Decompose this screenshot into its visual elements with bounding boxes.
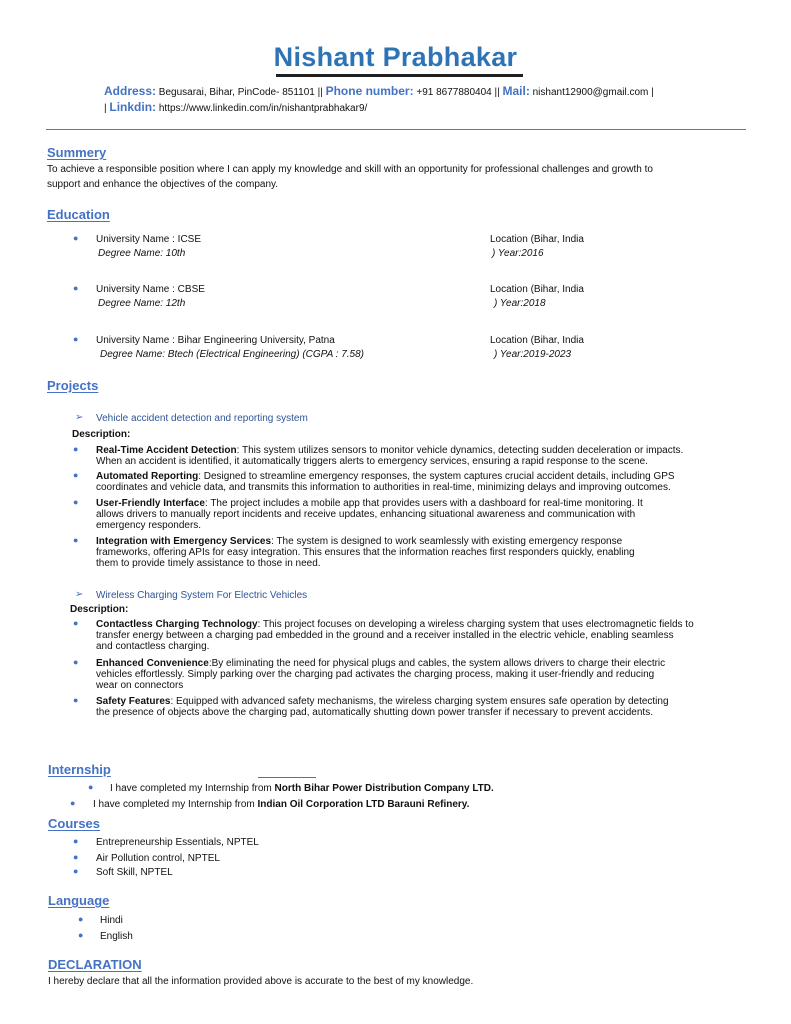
point-text: frameworks, offering APIs for easy integration. This ensures that the information reaches first responders quickly, enabling xyxy=(96,547,635,558)
internship-company: North Bihar Power Distribution Company LTD. xyxy=(274,783,494,794)
education-year: ) Year:2016 xyxy=(492,248,544,259)
project-title: Wireless Charging System For Electric Vehicles xyxy=(96,590,308,601)
language-item: Hindi xyxy=(100,915,123,926)
declaration-heading: DECLARATION xyxy=(48,957,142,972)
bullet-icon: ● xyxy=(73,233,79,243)
point-text: :By eliminating the need for physical plugs and cables, the system allows drivers to charge their electric xyxy=(208,658,666,669)
project-point xyxy=(96,658,746,691)
point-text: : Equipped with advanced safety mechanisms, the wireless charging system ensures safe operation by detecting xyxy=(170,696,669,707)
point-text: : This project focuses on developing a wireless charging system that uses electromagnetic fields to xyxy=(257,619,694,630)
point-text: wear on connectors xyxy=(96,680,184,691)
education-location: Location (Bihar, India xyxy=(490,335,584,346)
project-point xyxy=(96,536,746,569)
description-label: Description: xyxy=(72,429,131,440)
bullet-icon: ● xyxy=(73,535,79,545)
point-text: When an accident is identified, it automatically triggers alerts to emergency services, ensuring a rapid response to the scene. xyxy=(96,456,648,467)
projects-heading: Projects xyxy=(47,378,99,393)
candidate-name: Nishant Prabhakar xyxy=(273,42,518,72)
point-label: Safety Features xyxy=(96,696,171,707)
internship-item xyxy=(93,799,469,810)
bullet-icon: ● xyxy=(73,444,79,454)
education-location: Location (Bihar, India xyxy=(490,284,584,295)
point-text: emergency responders. xyxy=(96,520,202,531)
language-item: English xyxy=(100,931,133,942)
course-item: Soft Skill, NPTEL xyxy=(96,867,173,878)
point-text: : This system utilizes sensors to monitor vehicle dynamics, detecting sudden deceleration or impacts. xyxy=(236,445,684,456)
language-heading: Language xyxy=(48,893,110,908)
name-underline xyxy=(276,74,523,77)
education-heading: Education xyxy=(47,207,110,222)
project-point xyxy=(96,619,746,652)
point-text: : The project includes a mobile app that provides users with a dashboard for real-time monitoring. It xyxy=(204,498,643,509)
education-degree: Degree Name: Btech (Electrical Engineering) (CGPA : 7.58) xyxy=(100,349,364,360)
linkdin-prefix: | xyxy=(104,103,110,114)
education-university: University Name : CBSE xyxy=(96,284,205,295)
education-degree: Degree Name: 10th xyxy=(98,248,186,259)
header-divider xyxy=(46,129,746,130)
project-point xyxy=(96,498,746,531)
arrow-right-icon: ➢ xyxy=(75,412,84,423)
point-label: Real-Time Accident Detection xyxy=(96,445,237,456)
mail-value[interactable]: nishant12900@gmail.com | xyxy=(529,87,654,98)
bullet-icon: ● xyxy=(78,930,84,940)
internship-heading: Internship xyxy=(48,762,111,777)
bullet-icon: ● xyxy=(73,695,79,705)
address-value: Begusarai, Bihar, PinCode- 851101 || xyxy=(156,87,326,98)
summary-line: support and enhance the objectives of the company. xyxy=(47,179,279,190)
education-year: ) Year:2018 xyxy=(494,298,546,309)
point-text: : Designed to streamline emergency responses, the system captures crucial accident details, including GPS xyxy=(198,471,675,482)
linkdin-label: Linkdin: xyxy=(109,100,157,114)
point-text: them to provide timely assistance to those in need. xyxy=(96,558,321,569)
bullet-icon: ● xyxy=(73,657,79,667)
point-label: Automated Reporting xyxy=(96,471,199,482)
bullet-icon: ● xyxy=(88,782,94,792)
point-text: allows drivers to manually report incidents and receive updates, enhancing situational awareness and communication with xyxy=(96,509,636,520)
bullet-icon: ● xyxy=(73,283,79,293)
bullet-icon: ● xyxy=(70,798,76,808)
point-text: the presence of objects above the charging pad, automatically shutting down power transfer if necessary to prevent accidents. xyxy=(96,707,653,718)
declaration-text: I hereby declare that all the information provided above is accurate to the best of my knowledge. xyxy=(48,976,474,987)
bullet-icon: ● xyxy=(73,852,79,862)
courses-heading: Courses xyxy=(48,816,101,831)
project-point xyxy=(96,696,746,718)
education-university: University Name : ICSE xyxy=(96,234,202,245)
bullet-icon: ● xyxy=(73,470,79,480)
description-label: Description: xyxy=(70,604,129,615)
linkdin-value[interactable]: https://www.linkedin.com/in/nishantprabhakar9/ xyxy=(156,103,368,114)
point-label: Contactless Charging Technology xyxy=(96,619,258,630)
project-point xyxy=(96,471,746,493)
phone-value: +91 8677880404 || xyxy=(413,87,503,98)
bullet-icon: ● xyxy=(73,334,79,344)
internship-item xyxy=(110,783,494,794)
internship-prefix: I have completed my Internship from xyxy=(93,799,258,810)
education-university: University Name : Bihar Engineering University, Patna xyxy=(96,335,335,346)
project-title: Vehicle accident detection and reporting system xyxy=(96,413,308,424)
mail-label: Mail: xyxy=(502,84,530,98)
address-label: Address: xyxy=(104,84,157,98)
point-text: transfer energy between a charging pad embedded in the ground and a receiver installed in the electric vehicle, enabling seamless xyxy=(96,630,674,641)
summary-heading: Summery xyxy=(47,145,107,160)
internship-prefix: I have completed my Internship from xyxy=(110,783,275,794)
bullet-icon: ● xyxy=(73,497,79,507)
arrow-right-icon: ➢ xyxy=(75,589,84,600)
point-text: vehicles effortlessly. Simply parking over the charging pad activates the charging process, making it user-friendly and reducing xyxy=(96,669,655,680)
course-item: Entrepreneurship Essentials, NPTEL xyxy=(96,837,259,848)
bullet-icon: ● xyxy=(73,618,79,628)
point-label: Enhanced Convenience xyxy=(96,658,209,669)
point-label: Integration with Emergency Services xyxy=(96,536,272,547)
course-item: Air Pollution control, NPTEL xyxy=(96,853,220,864)
decorative-underline xyxy=(258,777,316,778)
point-text: : The system is designed to work seamlessly with existing emergency response xyxy=(271,536,623,547)
phone-label: Phone number: xyxy=(325,84,414,98)
project-point xyxy=(96,445,746,467)
contact-info xyxy=(104,84,724,116)
bullet-icon: ● xyxy=(73,836,79,846)
bullet-icon: ● xyxy=(78,914,84,924)
bullet-icon: ● xyxy=(73,866,79,876)
point-label: User-Friendly Interface xyxy=(96,498,205,509)
point-text: and contactless charging. xyxy=(96,641,210,652)
summary-text xyxy=(47,162,747,192)
point-text: coordinates and vehicle data, and transmits this information to authorities in real-time, minimizing delays and improving outcomes. xyxy=(96,482,671,493)
education-degree: Degree Name: 12th xyxy=(98,298,186,309)
education-location: Location (Bihar, India xyxy=(490,234,584,245)
summary-line: To achieve a responsible position where I can apply my knowledge and skill with an opportunity for professional challenges and growth to xyxy=(47,164,653,175)
internship-company: Indian Oil Corporation LTD Barauni Refinery. xyxy=(257,799,470,810)
education-year: ) Year:2019-2023 xyxy=(494,349,572,360)
